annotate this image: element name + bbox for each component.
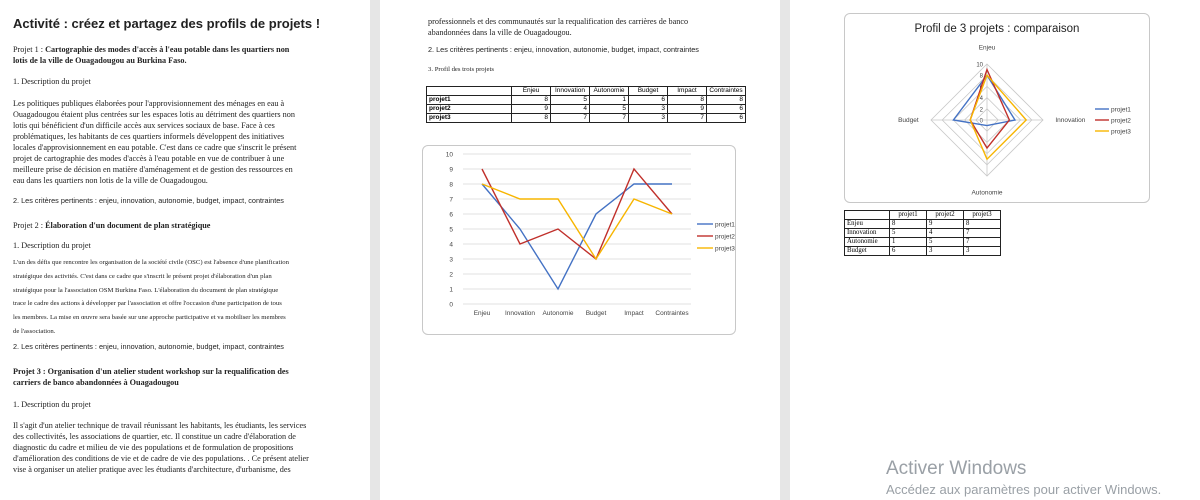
profile-table-header-cell: Budget [629,87,668,96]
project1-description-line: Les politiques publiques élaborées pour l'approvisionnement des ménages en eau à [13,99,285,108]
profile-section-title: 3. Profil des trois projets [428,66,494,73]
project3-description-line: vise à organiser un atelier pratique avec les étudiants d'architecture, d'urbanisme, des [13,465,291,474]
profile-table-cell: 3 [629,105,668,114]
profile-table-cell: 8 [707,96,746,105]
x-tick-label: Enjeu [473,310,491,317]
project3-description-line: Il s'agit d'un atelier technique de travail réunissant les habitants, les étudiants, les services [13,421,307,430]
project1-description-line: projet de cartographie des modes d'accès à l'eau potable en vue de contribuer à une [13,154,285,163]
profile-table-header-row [427,87,746,96]
profile-table-cell: projet1 [427,96,512,105]
radar-data-table-cell: 8 [890,220,927,229]
radar-data-table-cell: 6 [890,247,927,256]
profile-table-header-cell [427,87,512,96]
project3-description-title: 1. Description du projet [13,400,91,409]
profile-table-cell: projet3 [427,114,512,123]
radar-data-table-header-cell: projet1 [890,211,927,220]
profile-table-cell: 1 [590,96,629,105]
radar-data-table-header-cell: projet3 [964,211,1001,220]
x-tick-label: Contraintes [655,310,689,317]
y-tick-label: 7 [449,196,453,204]
y-tick-label: 6 [449,211,453,219]
x-tick-label: Autonomie [542,310,574,317]
series-line-projet1 [482,184,672,289]
project2-description-line: stratégique pour la l'association OSM Burkina Faso. L'élaboration du document de plan stratégique [13,286,279,294]
y-tick-label: 3 [449,256,453,264]
legend-label: projet2 [1111,117,1131,125]
profile-table-row [427,105,746,114]
radar-data-table-cell: Autonomie [845,238,890,247]
project2-description-line: de l'association. [13,327,56,335]
activation-watermark-subtitle: Accédez aux paramètres pour activer Windows. [886,482,1162,497]
radar-axis-label: Innovation [1055,117,1086,124]
radar-data-table-header-cell: projet2 [927,211,964,220]
project1-heading-line1: Cartographie des modes d'accès à l'eau potable dans les quartiers non [45,45,290,54]
page2-intro-line1: professionnels et des communautés sur la requalification des carrières de banco [428,17,689,26]
profile-table-cell: 5 [551,96,590,105]
profile-table-cell: 5 [590,105,629,114]
y-tick-label: 0 [449,301,453,309]
radar-axis-label: Budget [898,117,919,124]
legend-label: projet2 [715,233,735,241]
project3-description [13,420,358,475]
project2-heading-prefix: Projet 2 : [13,221,46,230]
radar-data-table [844,210,1001,256]
profile-table-cell: 7 [590,114,629,123]
project2-description [13,256,363,339]
project1-heading [13,44,353,66]
profile-table-cell: 7 [551,114,590,123]
x-tick-label: Budget [585,310,607,317]
radar-tick-label: 10 [976,62,983,69]
legend-label: projet1 [715,221,735,229]
radar-axis-label: Enjeu [978,44,996,52]
legend-label: projet3 [1111,128,1131,136]
project1-description-line: eau dans les quartiers non lotis de la ville de Ouagadougou. [13,176,208,185]
radar-tick-label: 6 [979,84,983,91]
project1-description-title: 1. Description du projet [13,77,91,86]
chart-title: Profil de 3 projets : comparaison [914,23,1080,35]
document-page-3 [790,0,1200,500]
profile-table-header-cell: Enjeu [512,87,551,96]
document-page-2 [380,0,780,500]
radar-data-table-cell: 9 [927,220,964,229]
project2-heading-text: Élaboration d'un document de plan stratégique [45,221,211,230]
project2-description-title: 1. Description du projet [13,241,91,250]
profile-table-header-cell: Impact [668,87,707,96]
radar-data-table-header-cell [845,211,890,220]
y-tick-label: 2 [449,271,453,279]
profile-table-cell: 7 [668,114,707,123]
radar-data-table-row [845,238,1001,247]
project3-heading-line1: Projet 3 : Organisation d'un atelier student workshop sur la requalification des [13,367,289,376]
radar-data-table-row [845,220,1001,229]
radar-data-table-row [845,229,1001,238]
profile-table [426,86,746,123]
profile-table-cell: 8 [512,96,551,105]
project3-heading-line2: carriers de banco abandonnées à Ouagadougou [13,378,179,387]
radar-data-table-cell: 4 [927,229,964,238]
radar-data-table-cell: 5 [890,229,927,238]
radar-data-table-cell: Budget [845,247,890,256]
legend-label: projet3 [715,245,735,253]
legend-label: projet1 [1111,106,1131,114]
page2-intro-line2: abandonnées dans la ville de Ouagadougou. [428,28,572,37]
profile-table-cell: 8 [512,114,551,123]
profile-table-cell: projet2 [427,105,512,114]
line-chart-container [422,145,736,335]
project3-description-line: d'amélioration des conditions de vie et de cadre de vie des populations. . Ce présent atelier [13,454,309,463]
project1-description-line: problématiques, les habitants de ces quartiers informels développent des initiatives [13,132,285,141]
radar-data-table-cell: 5 [927,238,964,247]
radar-data-table-cell: 7 [964,229,1001,238]
page-title: Activité : créez et partagez des profils de projets ! [13,16,321,31]
document-page-1 [0,0,370,500]
x-tick-label: Innovation [505,310,535,317]
profile-table-cell: 9 [668,105,707,114]
radar-data-table-cell: Innovation [845,229,890,238]
profile-table-header-cell: Innovation [551,87,590,96]
project1-description-line: locales d'approvisionnement en eau potable. C'est dans ce cadre que s'inscrit le présent [13,143,297,152]
y-tick-label: 5 [449,226,453,234]
profile-table-cell: 4 [551,105,590,114]
project2-description-line: trace le cadre des actions à développer par l'association et offre l'occasion d'une participation de tous [13,300,282,308]
line-chart [423,146,735,334]
profile-table-cell: 6 [707,105,746,114]
activation-watermark-title: Activer Windows [886,458,1027,479]
series-line-projet3 [482,184,672,259]
y-tick-label: 9 [449,166,453,174]
radar-axis-label: Autonomie [971,189,1003,197]
project1-criteria: 2. Les critères pertinents : enjeu, innovation, autonomie, budget, impact, contraintes [13,196,284,205]
project2-criteria: 2. Les critères pertinents : enjeu, innovation, autonomie, budget, impact, contraintes [13,342,284,351]
radar-chart-container [844,13,1150,203]
x-tick-label: Impact [624,310,644,317]
y-tick-label: 8 [449,181,453,189]
project2-heading [13,220,210,231]
project2-description-line: les membres. La mise en œuvre sera basée sur une approche participative et va mobiliser les membres [13,314,286,322]
project1-description-line: meilleure prise de décision en matière d'aménagement et de gestion des ressources en [13,165,293,174]
project2-description-line: L'un des défis que rencontre les organisation de la société civile (OSC) est l'absence d'une planification [13,259,289,266]
profile-table-cell: 8 [668,96,707,105]
radar-data-table-cell: Enjeu [845,220,890,229]
project1-description-line: Ouagadougou étaient plus centrées sur les espaces lotis au détriment des quartiers non [13,110,295,119]
profile-table-header-cell: Contraintes [707,87,746,96]
profile-table-cell: 3 [629,114,668,123]
profile-table-row [427,114,746,123]
radar-tick-label: 4 [979,96,983,103]
project1-heading-prefix: Projet 1 : [13,45,46,54]
project3-description-line: diagnostic du cadre et milieu de vie des populations et de formulation de propositions [13,443,294,452]
project1-description [13,98,353,186]
radar-chart [845,14,1149,202]
profile-table-cell: 6 [629,96,668,105]
radar-tick-label: 2 [979,107,983,114]
radar-data-table-cell: 7 [964,238,1001,247]
page2-intro [428,16,688,38]
y-tick-label: 1 [449,286,453,294]
profile-table-row [427,96,746,105]
project2-description-line: stratégique des activités. C'est dans ce cadre que s'inscrit le présent projet d'élaboration d'un plan [13,272,272,280]
radar-data-table-row [845,247,1001,256]
page2-criteria: 2. Les critères pertinents : enjeu, innovation, autonomie, budget, impact, contraintes [428,45,699,54]
project1-heading-line2: lotis de la ville de Ouagadougou au Burkina Faso. [13,56,187,65]
profile-table-header-cell: Autonomie [590,87,629,96]
radar-data-table-cell: 3 [964,247,1001,256]
radar-tick-label: 0 [979,118,983,125]
project3-description-line: des collectivités, les associations de quartier, etc. Il constitue un cadre d'élaboration de [13,432,296,441]
radar-data-table-cell: 1 [890,238,927,247]
radar-data-table-cell: 3 [927,247,964,256]
project1-description-line: lotis qui bénéficient d'un difficile accès aux services sociaux de base. Face à ces [13,121,275,130]
profile-table-cell: 6 [707,114,746,123]
profile-table-cell: 9 [512,105,551,114]
y-tick-label: 4 [449,241,453,249]
radar-data-table-header-row [845,211,1001,220]
radar-data-table-cell: 8 [964,220,1001,229]
project3-heading [13,366,358,388]
radar-tick-label: 8 [979,73,983,80]
y-tick-label: 10 [445,151,453,159]
